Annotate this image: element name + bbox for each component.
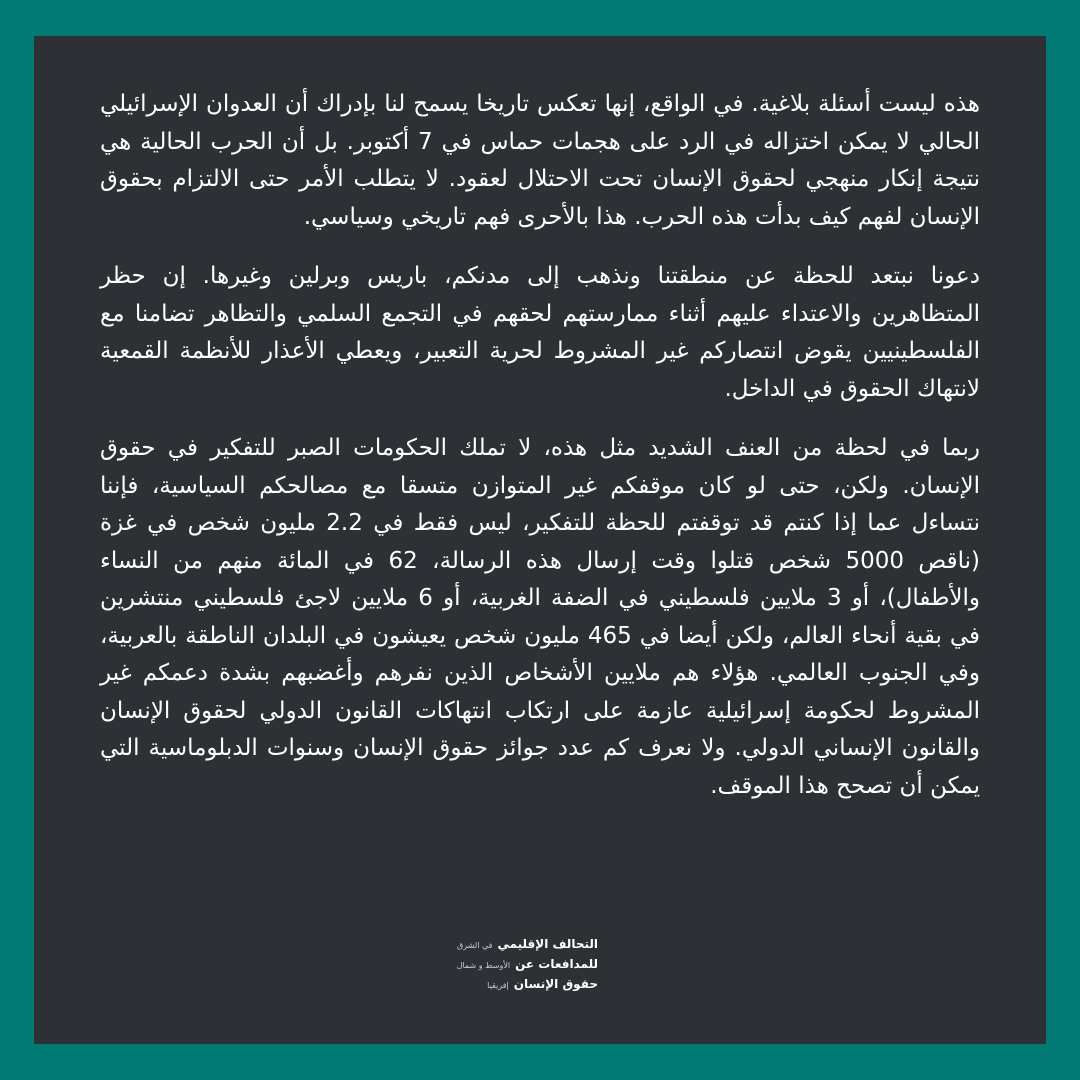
logo-main-text: للمدافعات عن [515, 957, 598, 971]
article-body [100, 86, 980, 827]
organization-logo [418, 934, 598, 996]
logo-line [418, 954, 598, 974]
logo-line [418, 974, 598, 994]
content-panel [34, 36, 1046, 1044]
logo-main-text: التحالف الإقليمي [497, 937, 598, 951]
paragraph: ربما في لحظة من العنف الشديد مثل هذه، لا تملك الحكومات الصبر للتفكير في حقوق الإنسان. ولكن، حتى لو كان موقفكم غير المتوازن متسقا مع مصالحكم السياسية، فإننا نتساءل عما إذا كنتم قد توقفتم للحظة للتفكير، ليس فقط في 2.2 مليون شخص في غزة (ناقص 5000 شخص قتلوا وقت إرسال هذه الرسالة، 62 في المائة منهم من النساء والأطفال)، أو 3 ملايين فلسطيني في الضفة الغربية، أو 6 ملايين لاجئ فلسطيني منتشرين في بقية أنحاء العالم، ولكن أيضا في 465 مليون شخص يعيشون في البلدان الناطقة بالعربية، وفي الجنوب العالمي. هؤلاء هم ملايين الأشخاص الذين نفرهم وأغضبهم بشدة دعمكم غير المشروط لحكومة إسرائيلية عازمة على ارتكاب انتهاكات القانون الدولي لحقوق الإنسان والقانون الإنساني الدولي. ولا نعرف كم عدد جوائز حقوق الإنسان وسنوات الدبلوماسية التي يمكن أن تصحح هذا الموقف. [100, 435, 981, 799]
paragraph: دعونا نبتعد للحظة عن منطقتنا ونذهب إلى مدنكم، باريس وبرلين وغيرها. إن حظر المتظاهرين والاعتداء عليهم أثناء ممارستهم لحقهم في التجمع السلمي والتظاهر تضامنا مع الفلسطينيين يقوض انتصاركم غير المشروط لحرية التعبير، ويعطي الأعذار للأنظمة القمعية لانتهاك الحقوق في الداخل. [100, 263, 980, 402]
logo-line [418, 934, 598, 954]
logo-sub-text: في الشرق [457, 941, 493, 950]
logo-main-text: حقوق الإنسان [513, 977, 598, 991]
paragraph: هذه ليست أسئلة بلاغية. في الواقع، إنها تعكس تاريخا يسمح لنا بإدراك أن العدوان الإسرائيلي الحالي لا يمكن اختزاله في الرد على هجمات حماس في 7 أكتوبر. بل أن الحرب الحالية هي نتيجة إنكار منهجي لحقوق الإنسان تحت الاحتلال لعقود. لا يتطلب الأمر حتى الالتزام بحقوق الإنسان لفهم كيف بدأت هذه الحرب. هذا بالأحرى فهم تاريخي وسياسي. [100, 91, 980, 230]
logo-sub-text: الأوسط و شمال [456, 961, 511, 970]
logo-sub-text: إفريقيا [487, 981, 509, 990]
